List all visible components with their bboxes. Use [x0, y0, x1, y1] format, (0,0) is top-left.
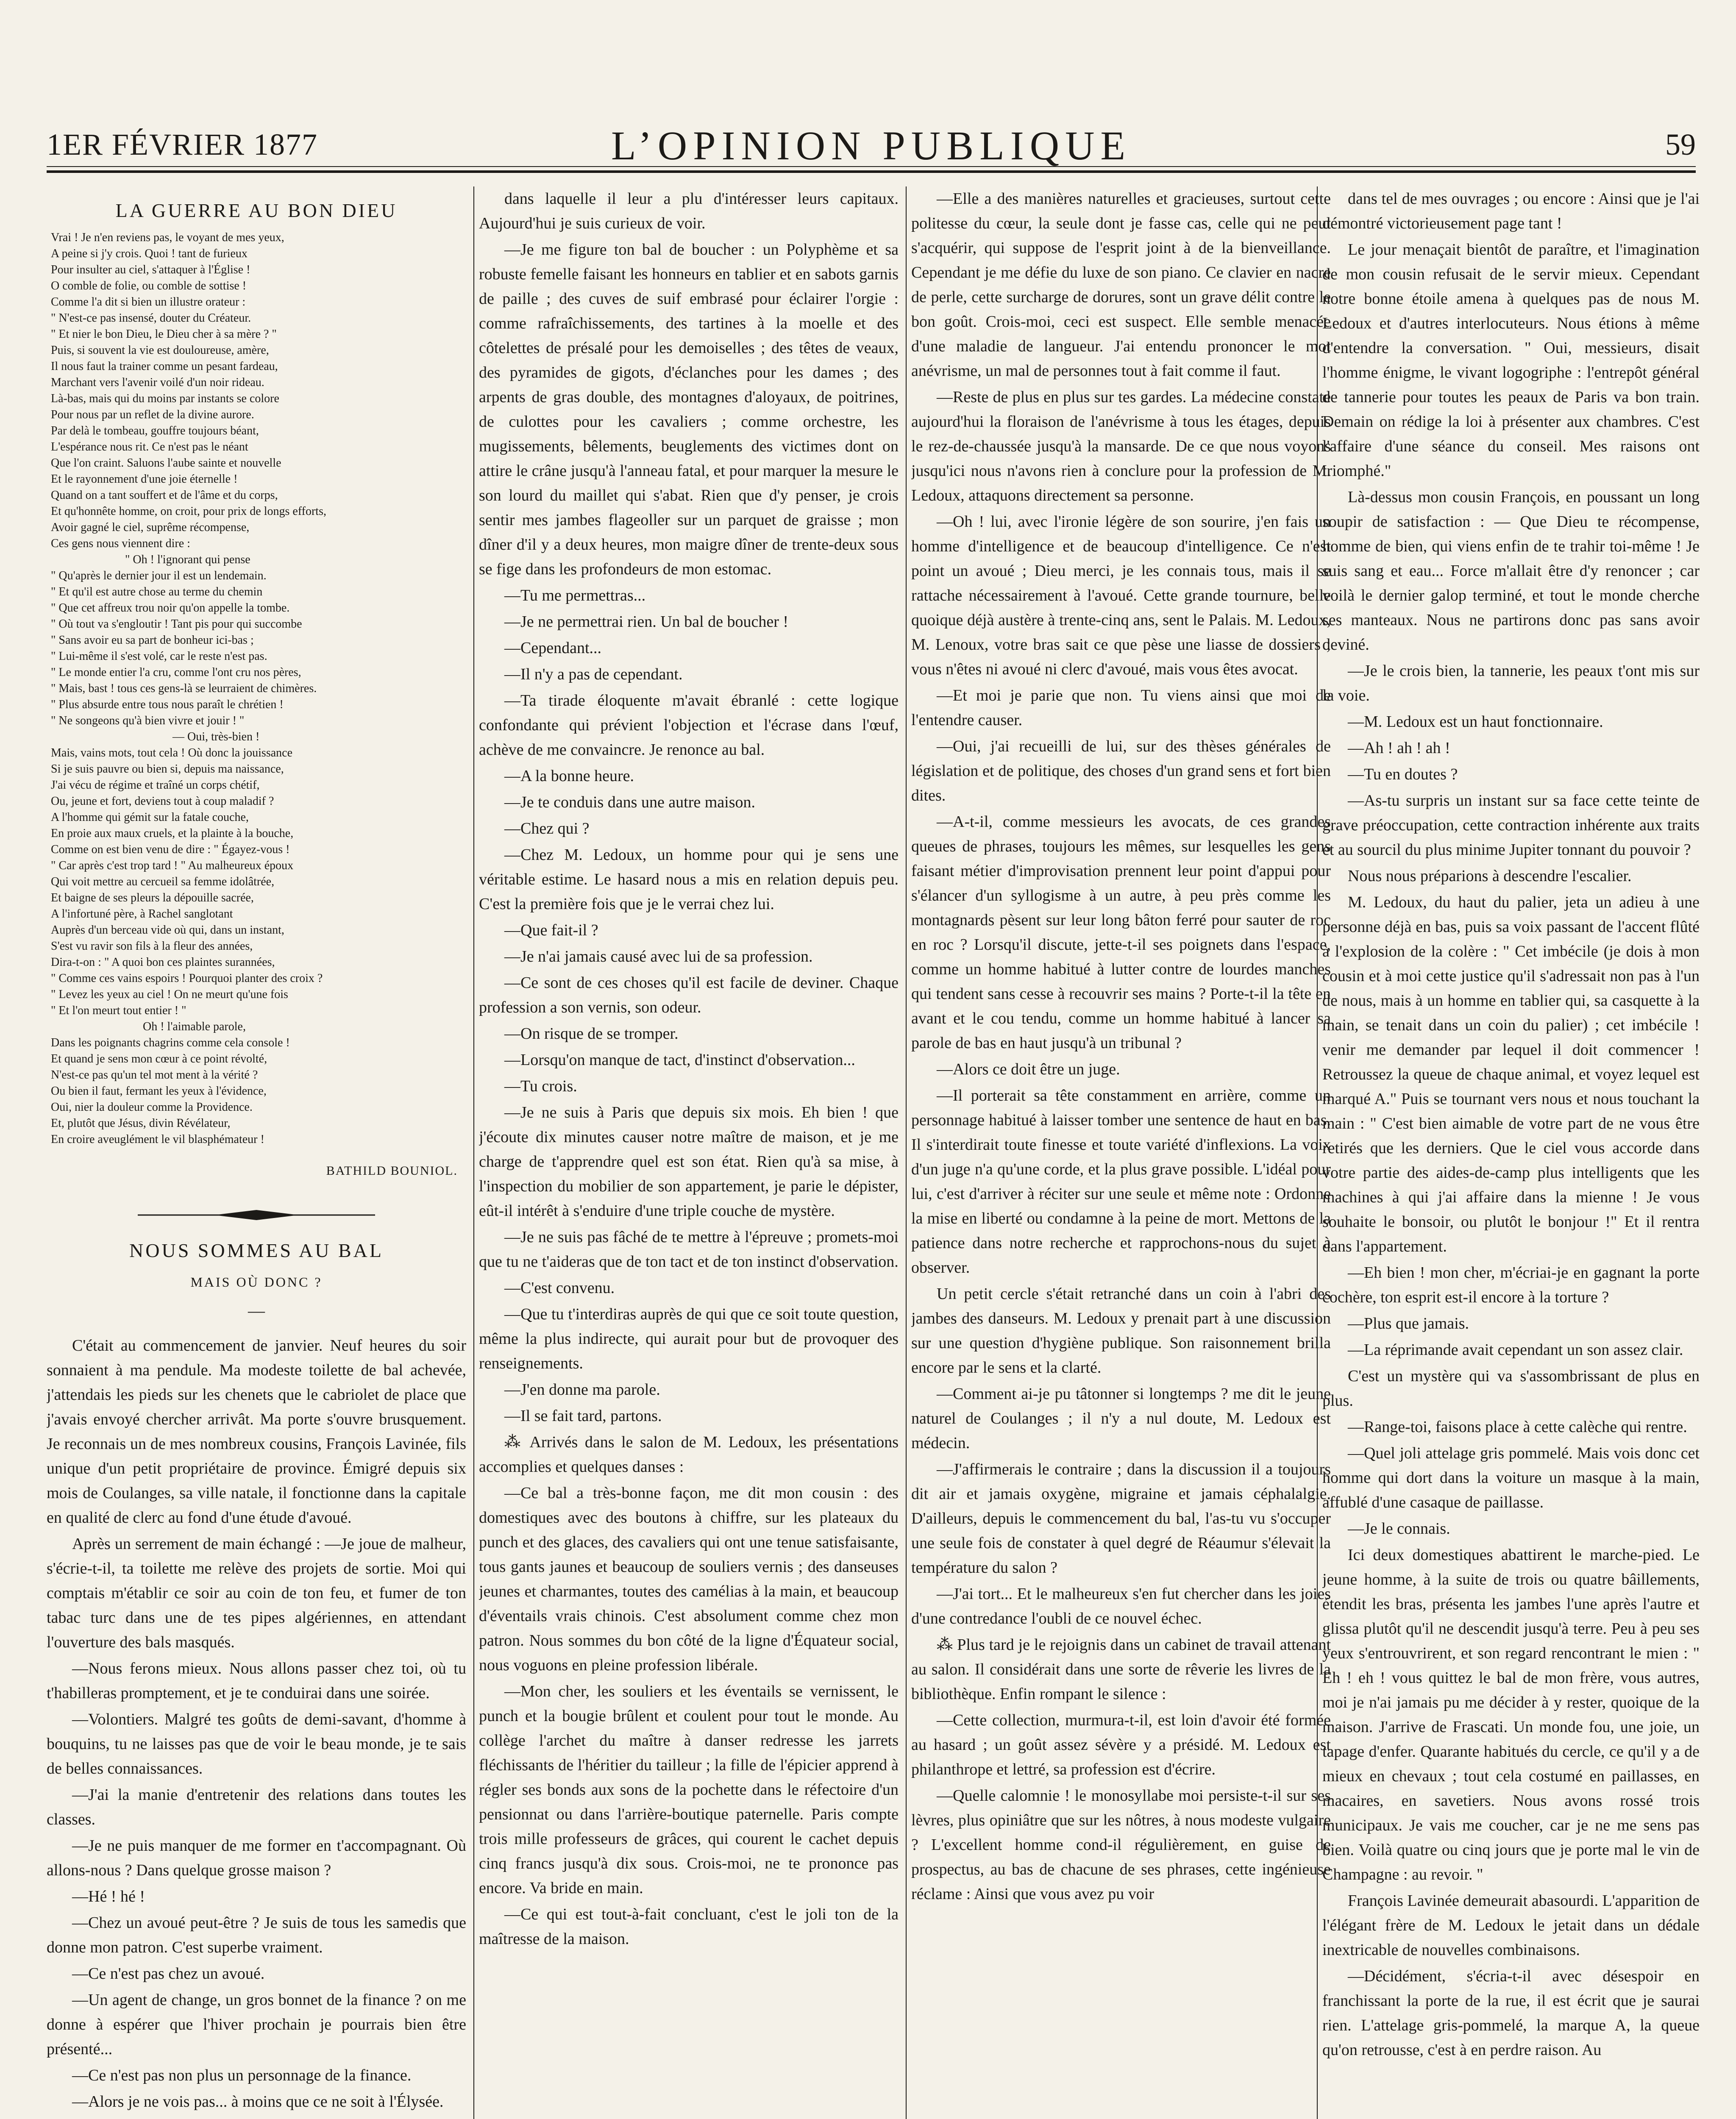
paragraph: —J'affirmerais le contraire ; dans la discussion il a toujours dit air et jamais oxygène, migraine et jamais céphalalgie. D'ailleurs, depuis le commencement du bal, l'as-tu vu s'occuper une seule fois de constater à quel degré de Réaumur s'élevait la température du salon ? — [911, 1460, 1331, 1577]
poem-line: Et quand je sens mon cœur à ce point révolté, — [51, 1052, 267, 1065]
poem-line: Et baigne de ses pleurs la dépouille sacrée, — [51, 891, 254, 904]
paragraph: —Chez M. Ledoux, un homme pour qui je sens une véritable estime. Le hasard nous a mis en relation depuis peu. C'est la première fois que je le verrai chez lui. — [479, 846, 899, 913]
paragraph: —Lorsqu'on manque de tact, d'instinct d'observation... — [504, 1051, 855, 1069]
column-4-text — [1322, 186, 1700, 2062]
poem-line: Pour nous par un reflet de la divine aurore. — [51, 408, 254, 421]
paragraph: —Je me figure ton bal de boucher : un Polyphème et sa robuste femelle faisant les honneurs en tablier et en sabots garnis de paille ; des cuves de suif embrasé pour éclairer l'orgie : comme rafraîchissements, des tartines à la moelle et des côtelettes de présalé pour les demoiselles ; des têtes de veaux, des pyramides de gigots, d'éclanches pour les dames ; des arpents de gras double, des montagnes d'aloyaux, de poitrines, de culottes pour les cavaliers ; comme orchestre, les mugissements, bêlements, beuglements des victimes dont on attire le crâne jusqu'à l'anneau fatal, et pour marquer la mesure le son lourd du maillet qui s'abat. Rien que d'y penser, je crois sentir mes jambes flageoller sur un parquet de graisse ; mon dîner d'il y a deux heures, mon maigre dîner de trente-deux sous se fige dans les profondeurs de mon estomac. — [479, 241, 899, 578]
section-ornament — [47, 1209, 466, 1221]
poem-line: Mais, vains mots, tout cela ! Où donc la jouissance — [51, 746, 292, 759]
paragraph: —Oh ! lui, avec l'ironie légère de son sourire, j'en fais un homme d'intelligence et de beaucoup d'intelligence. Ce n'est point un avoué ; Dieu merci, je les connais tous, mais il se rattache nécessairement à l'avoué. Cette grande tournure, belle quoique déjà austère à trente-cinq ans, sent le Palais. M. Ledoux, M. Lenoux, votre bras sait ce que pèse une liasse de dossiers ; vous n'êtes ni avoué ni clerc d'avoué, mais vous êtes avocat. — [911, 513, 1331, 678]
poem-line: Avoir gagné le ciel, suprême récompense, — [51, 521, 250, 534]
poem-line: Si je suis pauvre ou bien si, depuis ma naissance, — [51, 762, 284, 776]
paragraph: —Tu me permettras... — [504, 587, 646, 604]
poem-line: " Et qu'il est autre chose au terme du chemin — [51, 585, 263, 598]
paragraph: —Il n'y a pas de cependant. — [504, 665, 683, 683]
header-rule — [47, 166, 1696, 167]
poem-line: Vrai ! Je n'en reviens pas, le voyant de mes yeux, — [51, 231, 284, 244]
paragraph: Un petit cercle s'était retranché dans un coin à l'abri des jambes des danseurs. M. Ledoux y prenait part à une discussion sur une question d'hygiène publique. Son raisonnement brilla encore par le sens et la clarté. — [911, 1285, 1331, 1377]
column-divider — [473, 186, 474, 2119]
poem-line: Comme l'a dit si bien un illustre orateur : — [51, 295, 246, 309]
paragraph: —A-t-il, comme messieurs les avocats, de ces grandes queues de phrases, toujours les mêmes, sur lesquelles les gens faisant métier d'improvisation prennent leur point d'appui pour s'élancer d'un syllogisme à un autre, à peu près comme les montagnards pèsent sur leur long bâton ferré pour sauter de roc en roc ? Lorsqu'il discute, jette-t-il ses poignets dans l'espace, comme un homme habitué à lutter contre de lourdes manches qui tendent sans cesse à recouvrir ses mains ? Porte-t-il la tête en avant et le cou tendu, comme un homme habitué à lancer sa parole de bas en haut jusqu'à un tribunal ? — [911, 813, 1331, 1052]
poem-line: O comble de folie, ou comble de sottise ! — [51, 279, 247, 292]
poem-line: A l'homme qui gémit sur la fatale couche, — [51, 811, 249, 824]
paragraph: —Quel joli attelage gris pommelé. Mais vois donc cet homme qui dort dans la voiture un masque à la main, affublé d'une casaque de paillasse. — [1322, 1444, 1700, 1511]
poem-line: J'ai vécu de régime et traîné un corps chétif, — [51, 779, 260, 792]
paragraph: —Je ne puis manquer de me former en t'accompagnant. Où allons-nous ? Dans quelque grosse maison ? — [47, 1837, 466, 1879]
poem-line: " Que cet affreux trou noir qu'on appelle la tombe. — [51, 601, 290, 615]
column-1-text — [47, 1333, 466, 2119]
paragraph: —Chez un avoué peut-être ? Je suis de tous les samedis que donne mon patron. C'est superbe vraiment. — [47, 1914, 466, 1956]
paragraph: —Je te conduis dans une autre maison. — [504, 793, 756, 811]
paragraph: —Plus que jamais. — [1348, 1315, 1469, 1332]
poem-line: Là-bas, mais qui du moins par instants se colore — [51, 392, 279, 405]
column-divider — [1317, 186, 1318, 2119]
paragraph: —Je le crois bien, la tannerie, les peaux t'ont mis sur la voie. — [1322, 662, 1700, 704]
paragraph: —M. Ledoux est un haut fonctionnaire. — [1348, 713, 1603, 731]
column-4 — [1322, 186, 1700, 2119]
paragraph: —Mon cher, les souliers et les éventails se vernissent, le punch et la bougie brûlent et coulent pour tout le monde. Au collège l'archet du maître à danser redresse les jarrets fléchissants de l'héritier du tailleur ; la fille de l'épicier apprend à régler ses bonds aux sons de la pochette dans le réfectoire d'un pensionnat ou dans l'arrière-boutique paternelle. Paris compte trois mille professeurs de grâces, qui courent le cachet depuis cinq francs jusqu'à dix sous. Crois-moi, ne te prononce pas encore. Va bride en main. — [479, 1682, 899, 1897]
poem-line: Par delà le tombeau, gouffre toujours béant, — [51, 424, 259, 437]
paragraph: —Cette collection, murmura-t-il, est loin d'avoir été formée au hasard ; un goût assez sévère y a présidé. M. Ledoux est philanthrope et lettré, sa profession est d'écrire. — [911, 1711, 1331, 1778]
paragraph: —Ce n'est pas non plus un personnage de la finance. — [72, 2066, 412, 2084]
paragraph: —Chez qui ? — [504, 820, 590, 837]
paragraph: —Quelle calomnie ! le monosyllabe moi persiste-t-il sur ses lèvres, plus opiniâtre que sur les nôtres, à nous modeste vulgaire ? L'excellent homme cond-il régulièrement, en guise de prospectus, au bas de chacune de ses phrases, cette ingénieuse réclame : Ainsi que vous avez pu voir — [911, 1787, 1331, 1903]
paragraph: —Nous ferons mieux. Nous allons passer chez toi, où tu t'habilleras promptement, et je te conduirai dans une soirée. — [47, 1660, 466, 1702]
paragraph: —Un agent de change, un gros bonnet de la finance ? on me donne à espérer que l'hiver prochain je pourrais bien être présenté... — [47, 1991, 466, 2058]
paragraph: —J'ai tort... Et le malheureux s'en fut chercher dans les joies d'une contredance l'oubli de ce nouvel échec. — [911, 1585, 1331, 1627]
header-rule-thick — [47, 170, 1696, 173]
poem-line: Ces gens nous viennent dire : — [51, 537, 190, 550]
poem-line: " Lui-même il s'est volé, car le reste n'est pas. — [51, 650, 267, 663]
paragraph: —C'est convenu. — [504, 1279, 615, 1297]
paragraph: Là-dessus mon cousin François, en poussant un long soupir de satisfaction : — Que Dieu te récompense, homme de bien, qui viens enfin de te trahir toi-même ! Je suis sang et eau... Force m'allait être d'y renoncer ; car voilà le dernier galop terminé, et tout le monde cherche ses manteaux. Nous ne partirons donc pas sans avoir deviné. — [1322, 488, 1700, 653]
poem-line: " Car après c'est trop tard ! " Au malheureux époux — [51, 859, 294, 872]
poem-line: " Ne songeons qu'à bien vivre et jouir ! " — [51, 714, 245, 727]
paragraph: M. Ledoux, du haut du palier, jeta un adieu à une personne déjà en bas, puis sa voix passant de l'accent flûté à l'explosion de la colère : " Cet imbécile (je dois à mon cousin et à moi cette justice qu'il s'adressait non pas à l'un de nous, mais à un homme en tablier qui, sa casquette à la main, se tenait dans un coin du palier) ; cet imbécile ! venir me demander par lequel il doit commencer ! Retroussez la queue de chaque animal, et voyez lequel est marqué A." Puis se tournant vers nous et nous touchant la main : " C'est bien aimable de votre part de ne vous être retirés que les derniers. Que le ciel vous accorde dans votre partie des aides-de-camp plus intelligents que les machines à qui j'ai affaire dans la mienne ! Je vous souhaite le bonsoir, ou plutôt le bonjour !" Et il rentra dans l'appartement. — [1322, 893, 1700, 1255]
paragraph: —Hé ! hé ! — [72, 1888, 145, 1905]
paragraph: C'est un mystère qui va s'assombrissant de plus en plus. — [1322, 1367, 1700, 1410]
paragraph: —Alors je ne vois pas... à moins que ce ne soit à l'Élysée. — [72, 2093, 444, 2111]
poem-line: A l'infortuné père, à Rachel sanglotant — [51, 907, 233, 920]
paragraph: dans laquelle il leur a plu d'intéresser leurs capitaux. Aujourd'hui je suis curieux de voir. — [479, 190, 899, 232]
column-3 — [911, 186, 1331, 2119]
poem-line: Comme on est bien venu de dire : " Égayez-vous ! — [51, 843, 290, 856]
column-divider — [906, 186, 907, 2119]
paragraph: —Je ne permettrai rien. Un bal de boucher ! — [504, 613, 789, 631]
poem-line: S'est vu ravir son fils à la fleur des années, — [51, 940, 253, 953]
paragraph: —Ce n'est pas chez un avoué. — [72, 1965, 265, 1983]
paragraph: —Il se fait tard, partons. — [504, 1407, 662, 1425]
paragraph: Le jour menaçait bientôt de paraître, et l'imagination de mon cousin refusait de le servir mieux. Cependant notre bonne étoile amena à quelques pas de nous M. Ledoux et d'autres interlocuteurs. Nous étions à même d'entendre la conversation. " Oui, messieurs, disait l'homme énigme, le vivant logogriphe : l'entrepôt général de tannerie pour toutes les peaux de Paris va bon train. Demain on rédige la loi à présenter aux chambres. C'est l'affaire d'une séance du conseil. Mes raisons ont triomphé." — [1322, 241, 1700, 480]
paragraph: —Il porterait sa tête constamment en arrière, comme un personnage habitué à laisser tomber une sentence de haut en bas. Il s'interdirait toute finesse et toute variété d'inflexions. La voix d'un juge n'a qu'une corde, et la plus grave possible. L'idéal pour lui, c'est d'arriver à réciter sur une seule et même note : Ordonne la mise en liberté ou condamne à la peine de mort. Mettons de la patience dans notre recherche et rapprochons-nous du sujet à observer. — [911, 1087, 1331, 1276]
paragraph: —J'en donne ma parole. — [504, 1381, 660, 1399]
poem-line: " Levez les yeux au ciel ! On ne meurt qu'une fois — [51, 988, 288, 1001]
paragraph: —Je ne suis à Paris que depuis six mois. Eh bien ! que j'écoute dix minutes causer notre maître de maison, et je me charge de t'apprendre quel est son état. Rien qu'à sa mise, à l'inspection du mobilier de son appartement, je parie le dépister, eût-il intérêt à s'enduire d'une triple couche de mystère. — [479, 1104, 899, 1220]
paragraph: —Volontiers. Malgré tes goûts de demi-savant, d'homme à bouquins, tu ne laisses pas que de voir le beau monde, je te sais de belles connaissances. — [47, 1710, 466, 1777]
paragraph: —Tu en doutes ? — [1348, 765, 1458, 783]
column-3-text — [911, 186, 1331, 1906]
poem-line: Puis, si souvent la vie est douloureuse, amère, — [51, 344, 269, 357]
paragraph: —Ce qui est tout-à-fait concluant, c'est le joli ton de la maîtresse de la maison. — [479, 1905, 899, 1948]
paragraph: —Ah ! ah ! ah ! — [1348, 739, 1450, 757]
paragraph: —Tu crois. — [504, 1077, 577, 1095]
poem-line: Il nous faut la trainer comme un pesant fardeau, — [51, 360, 278, 373]
poem-body — [47, 230, 466, 1148]
poem-signature: BATHILD BOUNIOL. — [326, 1164, 458, 1178]
paragraph: —A la bonne heure. — [504, 767, 634, 785]
poem-line: " Mais, bast ! tous ces gens-là se leurraient de chimères. — [51, 682, 317, 695]
poem-line: " Sans avoir eu sa part de bonheur ici-bas ; — [51, 634, 254, 647]
poem-line: " N'est-ce pas insensé, douter du Créateur. — [51, 311, 251, 325]
paragraph: —Range-toi, faisons place à cette calèche qui rentre. — [1348, 1418, 1687, 1436]
paragraph: François Lavinée demeurait abasourdi. L'apparition de l'élégant frère de M. Ledoux le jetait dans un dédale inextricable de nouvelles combinaisons. — [1322, 1892, 1700, 1959]
poem-line: " Et l'on meurt tout entier ! " — [51, 1004, 186, 1017]
poem-line: Auprès d'un berceau vide où qui, dans un instant, — [51, 923, 284, 937]
paragraph: —Comment ai-je pu tâtonner si longtemps ? me dit le jeune naturel de Coulanges ; il n'y a nul doute, M. Ledoux est médecin. — [911, 1385, 1331, 1452]
paragraph: —Eh bien ! mon cher, m'écriai-je en gagnant la porte cochère, ton esprit est-il encore à la torture ? — [1322, 1264, 1700, 1306]
paragraph: Après un serrement de main échangé : —Je joue de malheur, s'écrie-t-il, ta toilette me relève des projets de sortie. Moi qui comptais m'établir ce soir au coin de ton feu, et fumer de ton tabac turc dans une de tes pipes algériennes, en attendant l'ouverture des bals masqués. — [47, 1535, 466, 1651]
ornament-rule-icon — [138, 1209, 375, 1221]
article-subtitle: MAIS OÙ DONC ? — [190, 1274, 323, 1290]
poem-line: Et qu'honnête homme, on croit, pour prix de longs efforts, — [51, 505, 326, 518]
paragraph: —Décidément, s'écria-t-il avec désespoir en franchissant la porte de la rue, il est écrit que je saurai rien. L'attelage gris-pommelé, la marque A, la queue qu'on retrousse, c'est à en perdre raison. Au — [1322, 1967, 1700, 2059]
poem-line: " Comme ces vains espoirs ! Pourquoi planter des croix ? — [51, 972, 323, 985]
paragraph: —Elle a des manières naturelles et gracieuses, surtout cette politesse du cœur, la seule dont je fasse cas, celle qui ne peut s'acquérir, qui suppose de l'esprit joint à de la bienveillance. Cependant je me défie du luxe de son piano. Ce clavier en nacre de perle, cette surcharge de dorures, sont un grave délit contre le bon goût. Crois-moi, ceci est suspect. Elle semble menacée d'une maladie de langueur. J'ai entendu prononcer le mot anévrisme, un mal de personnes tout à fait comme il faut. — [911, 190, 1331, 380]
poem-line: " Le monde entier l'a cru, comme l'ont cru nos pères, — [51, 666, 301, 679]
paragraph: Nous nous préparions à descendre l'escalier. — [1348, 867, 1632, 885]
poem-line: Quand on a tant souffert et de l'âme et du corps, — [51, 489, 278, 502]
poem-line: Ou, jeune et fort, deviens tout à coup maladif ? — [51, 795, 274, 808]
article-dash: — — [248, 1301, 265, 1320]
poem-line: En croire aveuglément le vil blasphémateur ! — [51, 1133, 264, 1146]
paragraph: dans tel de mes ouvrages ; ou encore : Ainsi que je l'ai démontré victorieusement page tant ! — [1322, 190, 1700, 232]
poem-line: Que l'on craint. Saluons l'aube sainte et nouvelle — [51, 456, 281, 470]
paragraph: —Je le connais. — [1348, 1520, 1450, 1538]
paragraph: —Cependant... — [504, 639, 602, 657]
poem-line: " Oh ! l'ignorant qui pense — [51, 553, 250, 566]
poem-line: L'espérance nous rit. Ce n'est pas le néant — [51, 440, 248, 453]
poem-line: " Plus absurde entre tous nous paraît le chrétien ! — [51, 698, 284, 711]
poem-line: Ou bien il faut, fermant les yeux à l'évidence, — [51, 1085, 267, 1098]
paragraph: —J'ai la manie d'entretenir des relations dans toutes les classes. — [47, 1786, 466, 1828]
poem-line: En proie aux maux cruels, et la plainte à la bouche, — [51, 827, 294, 840]
page-header — [47, 119, 1696, 168]
paragraph: —Et moi je parie que non. Tu viens ainsi que moi de l'entendre causer. — [911, 687, 1331, 729]
paragraph: ⁂ Arrivés dans le salon de M. Ledoux, les présentations accomplies et quelques danses : — [479, 1433, 899, 1476]
poem-line: Oui, nier la douleur comme la Providence. — [51, 1101, 253, 1114]
poem-line: — Oui, très-bien ! — [51, 730, 260, 743]
paragraph: —Que fait-il ? — [504, 921, 598, 939]
issue-date: 1ER FÉVRIER 1877 — [47, 128, 318, 161]
paragraph: C'était au commencement de janvier. Neuf heures du soir sonnaient à ma pendule. Ma modeste toilette de bal achevée, j'attendais les pieds sur les chenets que le cabriolet de place que j'avais envoyé chercher arrivât. Ma porte s'ouvre brusquement. Je reconnais un de mes nombreux cousins, François Lavinée, fils unique d'un petit propriétaire de province. Émigré depuis six mois de Coulanges, sa ville natale, il fonctionne dans la capitale en qualité de clerc au fond d'une étude d'avoué. — [47, 1337, 466, 1527]
poem-line: Dira-t-on : " A quoi bon ces plaintes surannées, — [51, 956, 275, 969]
poem-line: Marchant vers l'avenir voilé d'un noir rideau. — [51, 376, 264, 389]
column-2-text — [479, 186, 899, 1951]
paragraph: —Ce sont de ces choses qu'il est facile de deviner. Chaque profession a son vernis, son odeur. — [479, 974, 899, 1016]
poem-title: LA GUERRE AU BON DIEU — [115, 200, 398, 221]
poem-line: A peine si j'y crois. Quoi ! tant de furieux — [51, 247, 248, 260]
paragraph: —Ta tirade éloquente m'avait ébranlé : cette logique confondante qui prévient l'objection et l'écrase dans l'œuf, achève de me convaincre. Je renonce au bal. — [479, 692, 899, 759]
paragraph: ⁂ Plus tard je le rejoignis dans un cabinet de travail attenant au salon. Il considérait dans une sorte de rêverie les livres de la bibliothèque. Enfin rompant le silence : — [911, 1636, 1331, 1703]
poem-line: Et, plutôt que Jésus, divin Révélateur, — [51, 1117, 231, 1130]
paragraph: —La réprimande avait cependant un son assez clair. — [1348, 1341, 1683, 1359]
paragraph: —Alors ce doit être un juge. — [937, 1060, 1120, 1078]
poem-line: " Et nier le bon Dieu, le Dieu cher à sa mère ? " — [51, 328, 277, 341]
poem-line: N'est-ce pas qu'un tel mot ment à la vérité ? — [51, 1068, 258, 1082]
paragraph: —Ce bal a très-bonne façon, me dit mon cousin : des domestiques avec des boutons à chiffre, sur les plateaux du punch et des glaces, des cavaliers qui ont une tenue satisfaisante, tous gants jaunes et beaucoup de souliers vernis ; des danseuses jeunes et charmantes, toutes des camélias à la main, et beaucoup d'éventails vrais chinois. C'est absolument comme chez mon patron. Nous sommes du bon côté de la ligne d'Équateur social, nous voguons en pleine profession libérale. — [479, 1484, 899, 1674]
paragraph: —Que tu t'interdiras auprès de qui que ce soit toute question, même la plus indirecte, qui aurait pour but de provoquer des renseignements. — [479, 1305, 899, 1372]
paragraph: —As-tu surpris un instant sur sa face cette teinte de grave préoccupation, cette contraction inhérente aux traits et au sourcil du plus minime Jupiter tonnant du pouvoir ? — [1322, 792, 1700, 859]
paragraph: Ici deux domestiques abattirent le marche-pied. Le jeune homme, à la suite de trois ou quatre bâillements, étendit les bras, présenta les jambes l'une après l'autre et glissa plutôt qu'il ne descendit jusqu'à terre. Peu à peu ses yeux s'entrouvrirent, et son regard rencontrant le mien : " Eh ! eh ! vous quittez le bal de mon frère, vous autres, moi je n'ai jamais pu me décider à y rester, quoique de la maison. J'arrive de Frascati. Un monde fou, une joie, un tapage d'enfer. Quarante habitués du cercle, ce qu'il y a de mieux en chevaux ; tout cela costumé en paillasses, en macaires, en savetiers. Nous avons rossé trois municipaux. Je vais me coucher, car je ne me sens pas bien. Voilà quatre ou cinq jours que je porte mal le vin de Champagne : au revoir. " — [1322, 1546, 1700, 1883]
article-title: NOUS SOMMES AU BAL — [129, 1240, 384, 1261]
poem-line: Oh ! l'aimable parole, — [51, 1020, 246, 1033]
paragraph: —On risque de se tromper. — [504, 1025, 679, 1043]
column-2 — [479, 186, 899, 2119]
poem-line: Et le rayonnement d'une joie éternelle ! — [51, 473, 238, 486]
paragraph: —Reste de plus en plus sur tes gardes. La médecine constate aujourd'hui la floraison de l'anévrisme à tous les étages, depuis le rez-de-chaussée jusqu'à la mansarde. De ce que nous voyons jusqu'ici nous n'avons rien à conclure pour la profession de M. Ledoux, attaquons directement sa personne. — [911, 388, 1331, 504]
poem-line: " Où tout va s'engloutir ! Tant pis pour qui succombe — [51, 617, 302, 631]
poem-line: Dans les poignants chagrins comme cela console ! — [51, 1036, 290, 1049]
newspaper-title: L’OPINION PUBLIQUE — [611, 123, 1132, 168]
paragraph — [47, 2116, 466, 2119]
poem-line: " Qu'après le dernier jour il est un lendemain. — [51, 569, 267, 582]
paragraph: —Oui, j'ai recueilli de lui, sur des thèses générales de législation et de politique, des choses d'un grand sens et fort bien dites. — [911, 737, 1331, 804]
poem-line: Pour insulter au ciel, s'attaquer à l'Église ! — [51, 263, 250, 276]
column-1 — [47, 186, 466, 2119]
paragraph: —Je ne suis pas fâché de te mettre à l'épreuve ; promets-moi que tu ne t'aideras que de ton tact et de ton instinct d'observation. — [479, 1228, 899, 1271]
poem-line: Qui voit mettre au cercueil sa femme idolâtrée, — [51, 875, 275, 888]
page-number: 59 — [1665, 128, 1696, 161]
paragraph: —Je n'ai jamais causé avec lui de sa profession. — [504, 948, 813, 965]
